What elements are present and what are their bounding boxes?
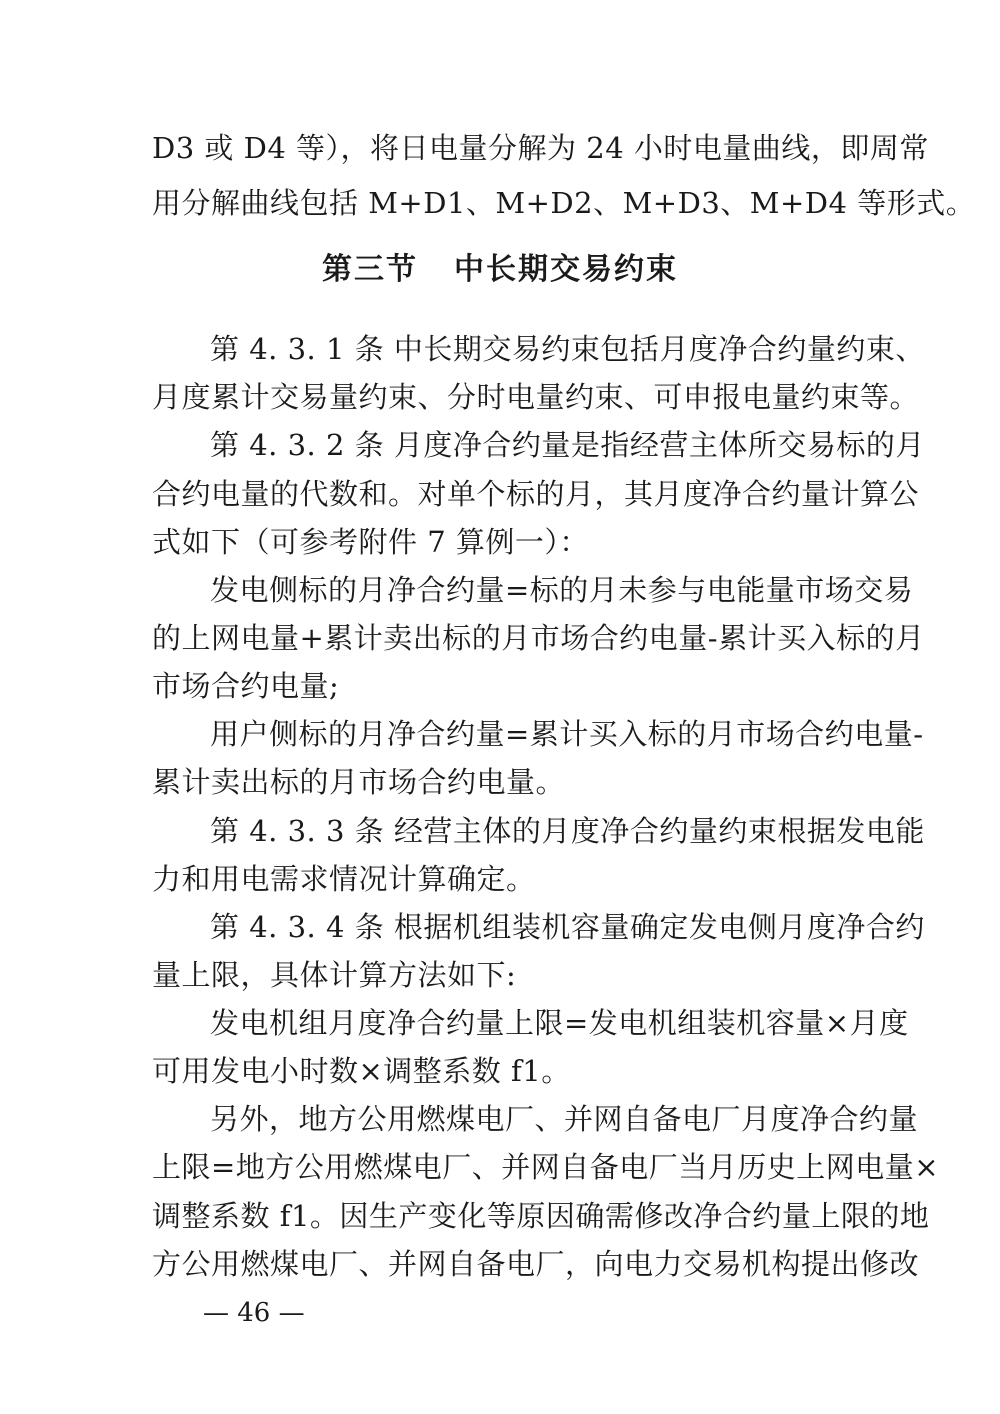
paragraph-line: 累计卖出标的月市场合约电量。: [152, 765, 566, 799]
paragraph-line: 用分解曲线包括 M+D1、M+D2、M+D3、M+D4 等形式。: [152, 186, 976, 220]
paragraph-line: 式如下（可参考附件 7 算例一）：: [152, 525, 589, 559]
page-number: — 46 —: [203, 1298, 305, 1328]
section-heading: [0, 250, 1000, 290]
paragraph-line: 合约电量的代数和。对单个标的月，其月度净合约量计算公: [152, 477, 920, 511]
article-4-3-3: 第 4. 3. 3 条 经营主体的月度净合约量约束根据发电能: [210, 814, 925, 848]
paragraph-line: 量上限，具体计算方法如下:: [152, 958, 517, 992]
paragraph-line: D3 或 D4 等），将日电量分解为 24 小时电量曲线，即周常: [152, 131, 929, 165]
paragraph-line: 上限=地方公用燃煤电厂、并网自备电厂当月历史上网电量×: [152, 1150, 940, 1184]
section-heading-number: 第三节: [322, 252, 418, 287]
article-4-3-1: 第 4. 3. 1 条 中长期交易约束包括月度净合约量约束、: [210, 332, 925, 366]
article-4-3-4: 第 4. 3. 4 条 根据机组装机容量确定发电侧月度净合约: [210, 910, 925, 944]
article-4-3-2: 第 4. 3. 2 条 月度净合约量是指经营主体所交易标的月: [210, 428, 925, 462]
local-plant-paragraph: 另外，地方公用燃煤电厂、并网自备电厂月度净合约量: [210, 1102, 919, 1136]
generation-side-formula: 发电侧标的月净合约量=标的月未参与电能量市场交易: [210, 573, 914, 607]
section-heading-title: 中长期交易约束: [454, 252, 678, 287]
paragraph-line: 市场合约电量;: [152, 669, 340, 703]
paragraph-line: 可用发电小时数×调整系数 f1。: [152, 1054, 571, 1088]
paragraph-line: 的上网电量+累计卖出标的月市场合约电量-累计买入标的月: [152, 621, 925, 655]
paragraph-line: 方公用燃煤电厂、并网自备电厂，向电力交易机构提出修改: [152, 1247, 920, 1281]
paragraph-line: 调整系数 f1。因生产变化等原因确需修改净合约量上限的地: [152, 1199, 930, 1233]
paragraph-line: 力和用电需求情况计算确定。: [152, 862, 536, 896]
unit-limit-formula: 发电机组月度净合约量上限=发电机组装机容量×月度: [210, 1006, 909, 1040]
user-side-formula: 用户侧标的月净合约量=累计买入标的月市场合约电量-: [210, 717, 924, 751]
paragraph-line: 月度累计交易量约束、分时电量约束、可申报电量约束等。: [152, 380, 920, 414]
